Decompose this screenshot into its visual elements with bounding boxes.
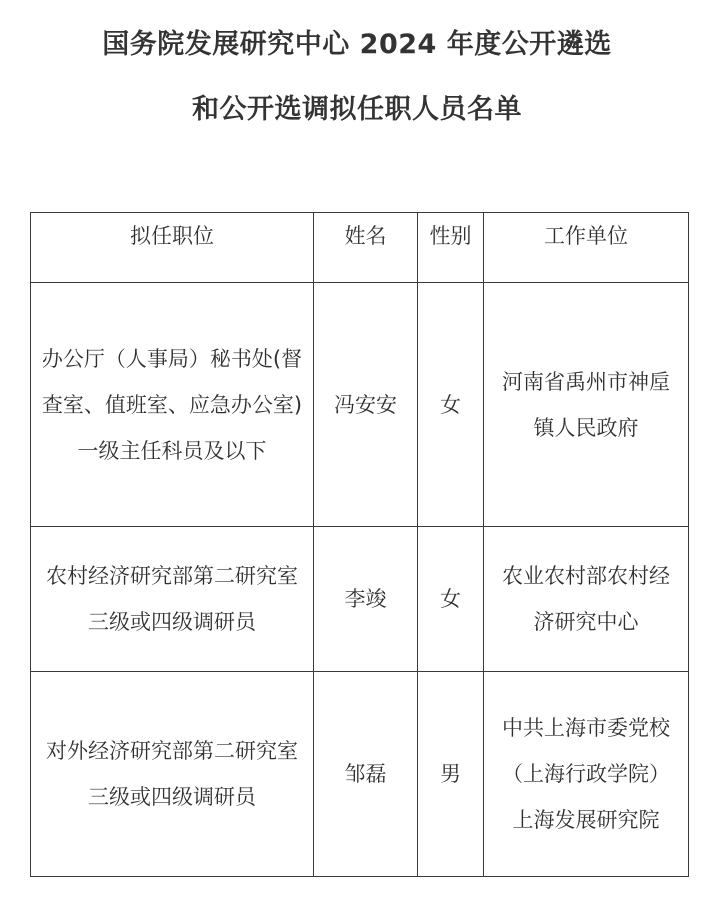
- cell-workplace: 河南省禹州市神垕镇人民政府: [484, 283, 689, 527]
- header-name: 姓名: [314, 213, 418, 283]
- header-gender: 性别: [418, 213, 484, 283]
- table-row: [31, 672, 689, 877]
- cell-name: 李竣: [314, 527, 418, 672]
- header-position: 拟任职位: [31, 213, 314, 283]
- appointee-table: [30, 212, 689, 877]
- cell-position: 对外经济研究部第二研究室三级或四级调研员: [31, 672, 314, 877]
- cell-gender: 女: [418, 283, 484, 527]
- table-header-row: [31, 213, 689, 283]
- header-workplace: 工作单位: [484, 213, 689, 283]
- cell-name: 冯安安: [314, 283, 418, 527]
- cell-name: 邹磊: [314, 672, 418, 877]
- document-title-line-1: 国务院发展研究中心 2024 年度公开遴选: [102, 29, 612, 60]
- table-row: [31, 283, 689, 527]
- cell-gender: 女: [418, 527, 484, 672]
- cell-position: 办公厅（人事局）秘书处(督查室、值班室、应急办公室)一级主任科员及以下: [31, 283, 314, 527]
- cell-position: 农村经济研究部第二研究室三级或四级调研员: [31, 527, 314, 672]
- cell-workplace: 农业农村部农村经济研究中心: [484, 527, 689, 672]
- cell-gender: 男: [418, 672, 484, 877]
- table-row: [31, 527, 689, 672]
- cell-workplace: 中共上海市委党校（上海行政学院）上海发展研究院: [484, 672, 689, 877]
- document-title-line-2: 和公开选调拟任职人员名单: [192, 94, 522, 125]
